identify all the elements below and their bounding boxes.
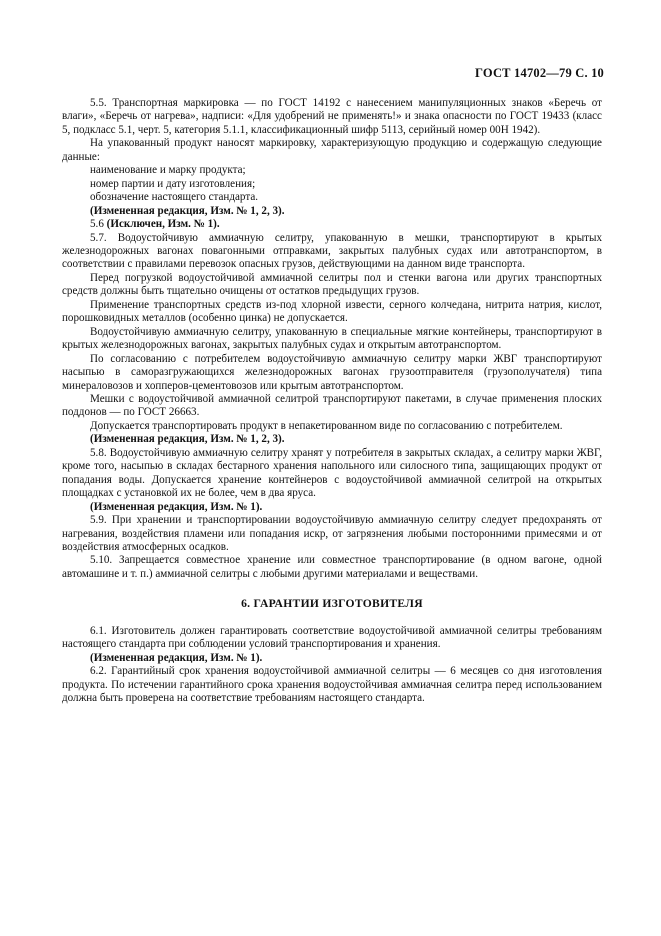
document-body bbox=[62, 97, 602, 705]
page-header: ГОСТ 14702—79 С. 10 bbox=[475, 66, 604, 80]
list-item-standard-designation: обозначение настоящего стандарта. bbox=[90, 191, 259, 204]
paragraph-6-2: 6.2. Гарантийный срок хранения водоустойчивой аммиачной селитры — 6 месяцев со дня изготовления продукта. По истечении гарантийного срока хранения водоустойчивая аммиачная селитра перед использованием должна быть проверена на соответствие требованиям настоящего стандарта. bbox=[62, 665, 602, 705]
paragraph-5-6-number: 5.6 bbox=[90, 218, 107, 231]
paragraph-unpacketed: Допускается транспортировать продукт в непакетированном виде по согласованию с потребителем. bbox=[90, 419, 563, 432]
paragraph-5-7: 5.7. Водоустойчивую аммиачную селитру, упакованную в мешки, транспортируют в крытых железнодорожных вагонах повагонными отправками, закрытых палубных судах или автотранспортом, в соответствии с правилами перевозок опасных грузов, действующими на данном виде транспорта. bbox=[62, 231, 602, 271]
section-title: 6. ГАРАНТИИ ИЗГОТОВИТЕЛЯ bbox=[241, 597, 423, 611]
revision-note: (Измененная редакция, Изм. № 1). bbox=[90, 651, 263, 664]
revision-note: (Измененная редакция, Изм. № 1, 2, 3). bbox=[90, 204, 285, 217]
revision-note: (Измененная редакция, Изм. № 1). bbox=[90, 500, 263, 513]
paragraph-6-1: 6.1. Изготовитель должен гарантировать соответствие водоустойчивой аммиачной селитры требованиям настоящего стандарта при соблюдении условий транспортирования и хранения. bbox=[62, 624, 602, 651]
paragraph-5-8: 5.8. Водоустойчивую аммиачную селитру хранят у потребителя в закрытых складах, а селитру марки ЖВГ, кроме того, насыпью в складах бестарного хранения напольного или силосного типа, защищающих продукт от попадания воды. Допускается хранение контейнеров с водоустойчивой аммиачной селитрой на открытых площадках с установкой их не более, чем в два яруса. bbox=[62, 446, 602, 500]
paragraph-5-9: 5.9. При хранении и транспортировании водоустойчивую аммиачную селитру следует предохранять от нагревания, воздействия пламени или попадания искр, от загрязнения любыми посторонними примесями и от воздействия атмосферных осадков. bbox=[62, 514, 602, 553]
list-item-product-name: наименование и марку продукта; bbox=[90, 164, 246, 177]
paragraph-5-5: 5.5. Транспортная маркировка — по ГОСТ 14192 с нанесением манипуляционных знаков «Беречь от влаги», «Беречь от нагрева», надписи: «Для удобрений не применять!» и знака опасности по ГОСТ 19433 (класс 5, подкласс 5.1, черт. 5, категория 5.1.1, классификационный шифр 5113, серийный номер 00Н 1942). bbox=[62, 97, 602, 136]
paragraph-containers: Водоустойчивую аммиачную селитру, упакованную в специальные мягкие контейнеры, транспортируют в крытых железнодорожных вагонах, закрытых палубных судах и открытым автотранспортом. bbox=[62, 325, 602, 352]
paragraph-marking-intro: На упакованный продукт наносят маркировку, характеризующую продукцию и содержащую следующие данные: bbox=[62, 137, 602, 163]
paragraph-5-10: 5.10. Запрещается совместное хранение или совместное транспортирование (в одном вагоне, одной автомашине и т. п.) аммиачной селитры с любыми другими материалами и веществами. bbox=[62, 554, 602, 580]
paragraph-prohibited-vehicles: Применение транспортных средств из-под хлорной извести, серного колчедана, нитрита натрия, кислот, порошковидных металлов (особенно цинка) не допускается. bbox=[62, 298, 602, 325]
paragraph-5-6 bbox=[62, 218, 602, 231]
paragraph-packets: Мешки с водоустойчивой аммиачной селитрой транспортируют пакетами, в случае применения плоских поддонов — по ГОСТ 26663. bbox=[62, 392, 602, 419]
paragraph-cleaning: Перед погрузкой водоустойчивой аммиачной селитры пол и стенки вагона или других транспортных средств должны быть тщательно очищены от остатков предыдущих грузов. bbox=[62, 271, 602, 298]
list-item-batch-number: номер партии и дату изготовления; bbox=[90, 177, 256, 190]
excluded-note: (Исключен, Изм. № 1). bbox=[106, 218, 220, 231]
revision-note: (Измененная редакция, Изм. № 1, 2, 3). bbox=[90, 433, 285, 446]
paragraph-bulk-transport: По согласованию с потребителем водоустойчивую аммиачную селитру марки ЖВГ транспортируют насыпью в саморазгружающихся железнодорожных вагонах грузоотправителя (грузополучателя) типа минераловозов и хопперов-цементовозов или крытым автотранспортом. bbox=[62, 352, 602, 392]
